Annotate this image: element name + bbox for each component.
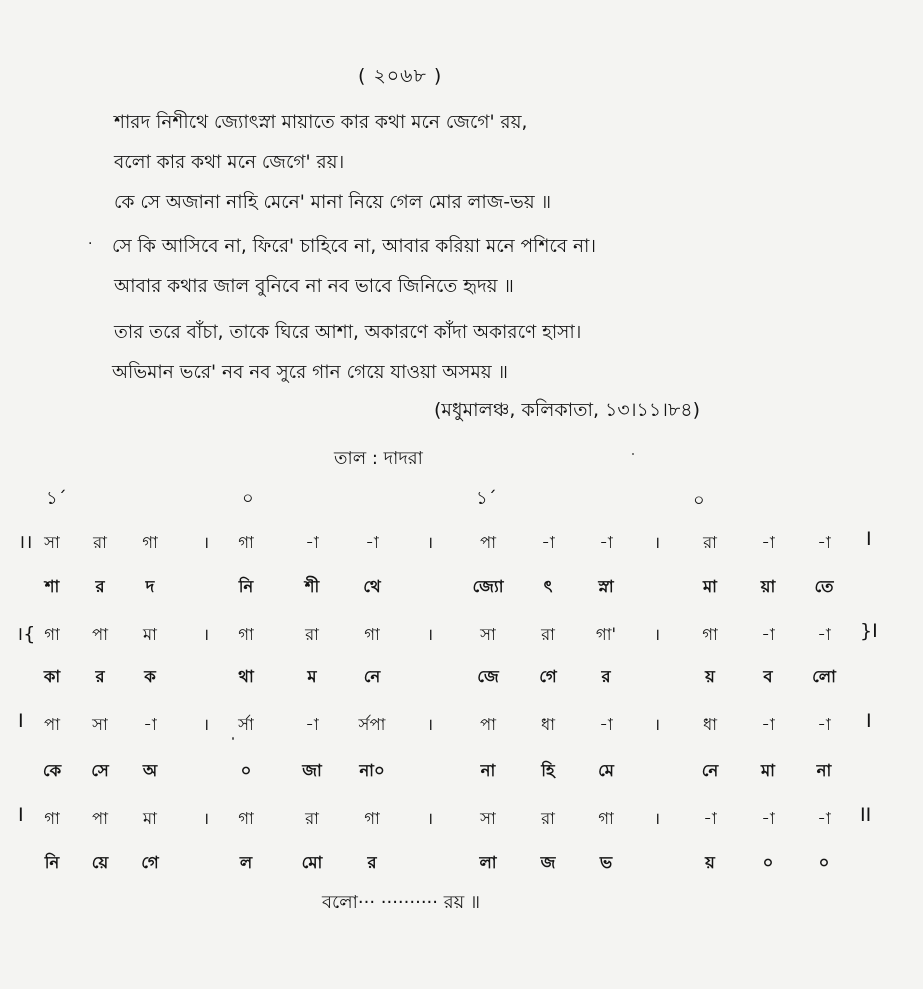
beat-mark-3: ১´	[476, 488, 497, 509]
swara-note: -া	[305, 715, 319, 734]
swara-note: রা	[541, 809, 555, 828]
lyric-syllable: নে	[701, 761, 719, 780]
lyric-syllable: র	[95, 667, 105, 686]
swara-note: -া	[817, 533, 831, 552]
vibhag-bar: ।	[426, 533, 434, 552]
lyric-line-6: তার তরে বাঁচা, তাকে ঘিরে আশা, অকারণে কাঁদা অকারণে হাসা।	[114, 322, 582, 343]
swara-note: গা	[44, 809, 60, 828]
lyric-syllable: ভ	[599, 853, 613, 872]
lyric-syllable: জ	[540, 853, 556, 872]
lyric-syllable: য়	[705, 667, 715, 686]
lyric-syllable: ৎ	[543, 577, 553, 596]
lyric-syllable: মা	[703, 577, 717, 596]
swara-note: রা	[703, 533, 717, 552]
lyric-syllable: জা	[302, 761, 322, 780]
print-speck	[632, 453, 634, 455]
lyric-syllable: কে	[42, 761, 62, 780]
vibhag-bar: ।	[426, 625, 434, 644]
swara-note: গা	[702, 625, 718, 644]
notation-row-2-syllables	[0, 664, 923, 692]
swara-note: সা	[44, 533, 60, 552]
swara-note: -া	[365, 533, 379, 552]
notation-row-3-syllables	[0, 758, 923, 786]
swara-note: -া	[761, 809, 775, 828]
lyric-line-7: অভিমান ভরে' নব নব সুরে গান গেয়ে যাওয়া অসময় ॥	[112, 362, 508, 383]
swara-note: সা	[92, 715, 108, 734]
lyric-syllable: শা	[44, 577, 60, 596]
swara-note: ধা	[540, 715, 556, 734]
row-4-end-bar: II	[860, 804, 872, 826]
swara-note: র্সা	[238, 715, 254, 734]
lyric-syllable: র	[601, 667, 611, 686]
swara-note: -া	[703, 809, 717, 828]
swara-note: -া	[143, 715, 157, 734]
swara-note: -া	[817, 809, 831, 828]
swara-note: গা	[238, 625, 254, 644]
swara-note: মা	[143, 625, 157, 644]
lyric-syllable: য়	[705, 853, 715, 872]
row-3-end-bar: I	[866, 710, 872, 732]
lyric-syllable: থে	[363, 577, 381, 596]
vibhag-bar: ।	[202, 625, 210, 644]
swara-note: রা	[305, 809, 319, 828]
lyric-syllable: নি	[44, 853, 60, 872]
swara-note: ধা	[702, 715, 718, 734]
swara-note: -া	[761, 533, 775, 552]
lyric-syllable: র	[95, 577, 105, 596]
swara-note: সা	[480, 625, 496, 644]
swara-note: রা	[93, 533, 107, 552]
swara-note: পা	[92, 809, 108, 828]
vibhag-bar: ।	[202, 809, 210, 828]
notation-row-2-swaras	[0, 622, 923, 650]
swara-note: রা	[305, 625, 319, 644]
swara-note: গা	[142, 533, 158, 552]
row-2-start-bar: ।{	[16, 623, 36, 645]
row-1-start-bar: ।।	[18, 531, 33, 553]
closing-refrain: বলো··· ·········· রয় ॥	[322, 892, 481, 913]
lyric-syllable: ব	[763, 667, 773, 686]
lyric-syllable: লো	[812, 667, 836, 686]
swara-note: গা	[238, 533, 254, 552]
lyric-syllable: ক	[144, 667, 156, 686]
lyric-syllable: স্না	[598, 577, 614, 596]
notation-row-1-syllables	[0, 574, 923, 602]
swara-note: -া	[817, 625, 831, 644]
lyric-syllable: না	[480, 761, 496, 780]
lyric-syllable: গে	[141, 853, 159, 872]
source-note: (মধুমালঞ্চ, কলিকাতা, ১৩।১১।৮৪)	[434, 399, 701, 421]
swara-note: র্সপা	[358, 715, 386, 734]
lyric-syllable: জ্যো	[472, 577, 504, 596]
lyric-syllable: জে	[477, 667, 499, 686]
swara-note: গা'	[595, 625, 617, 644]
swara-note: -া	[817, 715, 831, 734]
row-4-start-bar: I	[18, 804, 24, 826]
swara-note: -া	[541, 533, 555, 552]
vibhag-bar: ।	[426, 715, 434, 734]
lyric-syllable: না০	[359, 761, 385, 780]
lyric-syllable: ল	[239, 853, 253, 872]
lyric-syllable: মো	[301, 853, 323, 872]
lyric-syllable: ০	[818, 853, 830, 872]
lyric-syllable: তে	[814, 577, 834, 596]
swara-note: -া	[761, 715, 775, 734]
lyric-line-4: সে কি আসিবে না, ফিরে' চাহিবে না, আবার করিয়া মনে পশিবে না।	[112, 236, 597, 257]
swara-note: -া	[761, 625, 775, 644]
vibhag-bar: ।	[202, 533, 210, 552]
swara-note: পা	[480, 715, 496, 734]
notation-row-1-swaras	[0, 530, 923, 558]
row-1-end-bar: I	[866, 528, 872, 550]
lyric-syllable: নে	[363, 667, 381, 686]
vibhag-bar: ।	[653, 715, 661, 734]
row-2-end-bar: }I	[860, 620, 878, 642]
lyric-syllable: দ	[145, 577, 155, 596]
beat-mark-4: ০	[693, 490, 705, 511]
beat-mark-1: ১´	[46, 488, 67, 509]
lyric-line-5: আবার কথার জাল বুনিবে না নব ভাবে জিনিতে হৃদয় ॥	[114, 276, 514, 297]
swara-note: -া	[305, 533, 319, 552]
beat-mark-2: ০	[242, 488, 254, 509]
swara-note: গা	[364, 625, 380, 644]
lyric-syllable: লা	[479, 853, 497, 872]
lyric-line-2: বলো কার কথা মনে জেগে' রয়।	[114, 152, 345, 173]
lyric-syllable: অ	[142, 761, 158, 780]
row-3-start-bar: I	[18, 710, 24, 732]
swara-note: পা	[480, 533, 496, 552]
lyric-syllable: গে	[539, 667, 557, 686]
swara-note: -া	[599, 715, 613, 734]
lyric-syllable: না	[816, 761, 832, 780]
lyric-syllable: সে	[91, 761, 109, 780]
print-speck	[232, 737, 234, 740]
lyric-line-1: শারদ নিশীথে জ্যোৎস্না মায়াতে কার কথা মনে জেগে' রয়,	[114, 112, 528, 133]
lyric-syllable: মা	[761, 761, 775, 780]
swara-note: গা	[598, 809, 614, 828]
vibhag-bar: ।	[202, 715, 210, 734]
song-number: ( ২০৬৮ )	[358, 65, 443, 87]
lyric-syllable: য়ে	[91, 853, 109, 872]
swara-note: পা	[92, 625, 108, 644]
swara-note: রা	[541, 625, 555, 644]
swara-note: গা	[238, 809, 254, 828]
notation-row-4-swaras	[0, 806, 923, 834]
swara-note: সা	[480, 809, 496, 828]
lyric-syllable: য়া	[760, 577, 776, 596]
swara-note: মা	[143, 809, 157, 828]
vibhag-bar: ।	[426, 809, 434, 828]
margin-bullet: ·	[88, 236, 93, 252]
tala-label: তাল : দাদরা	[334, 448, 423, 469]
notation-row-3-swaras	[0, 712, 923, 740]
lyric-syllable: ম	[307, 667, 317, 686]
lyric-syllable: মে	[598, 761, 614, 780]
swara-note: গা	[44, 625, 60, 644]
swara-note: পা	[44, 715, 60, 734]
notation-row-4-syllables	[0, 850, 923, 878]
lyric-syllable: শী	[304, 577, 320, 596]
lyric-syllable: ০	[240, 761, 252, 780]
lyric-syllable: ০	[762, 853, 774, 872]
lyric-syllable: কা	[43, 667, 61, 686]
lyric-syllable: থা	[238, 667, 254, 686]
swara-note: -া	[599, 533, 613, 552]
swara-note: গা	[364, 809, 380, 828]
lyric-line-3: কে সে অজানা নাহি মেনে' মানা নিয়ে গেল মোর লাজ-ভয় ॥	[114, 192, 552, 213]
lyric-syllable: নি	[238, 577, 254, 596]
lyric-syllable: র	[367, 853, 377, 872]
lyric-syllable: হি	[541, 761, 555, 780]
vibhag-bar: ।	[653, 625, 661, 644]
vibhag-bar: ।	[653, 533, 661, 552]
vibhag-bar: ।	[653, 809, 661, 828]
